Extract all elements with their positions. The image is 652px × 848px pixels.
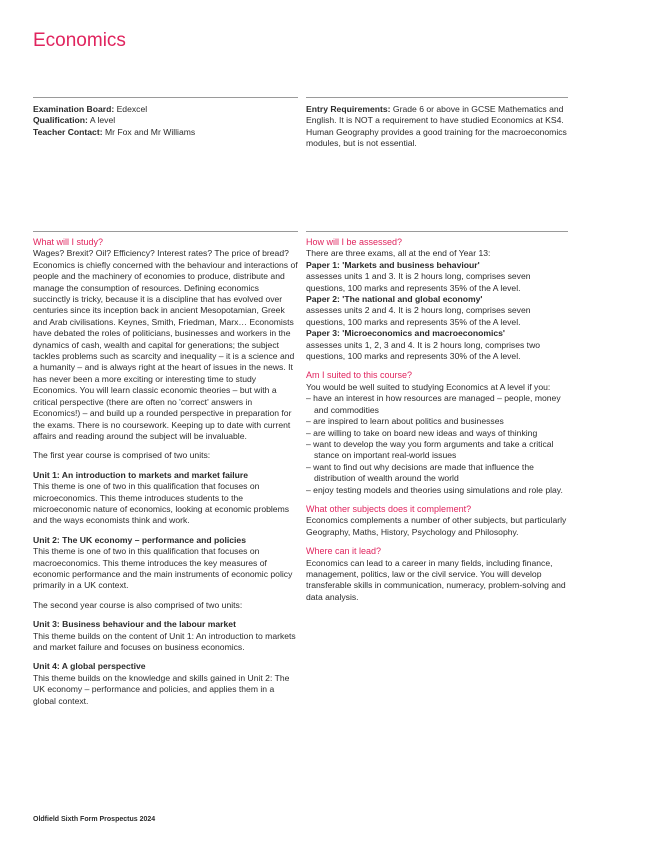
right-top-divider [306,97,568,98]
paper2-text: assesses units 2 and 4. It is 2 hours long, comprises seven questions, 100 marks and represents 35% of the A level. [306,305,531,327]
unit3-title: Unit 3: Business behaviour and the labour market [33,619,236,630]
paper1-title: Paper 1: 'Markets and business behaviour' [306,259,480,270]
teacher-contact-value: Mr Fox and Mr Williams [104,126,196,137]
paper3-text: assesses units 1, 2, 3 and 4. It is 2 hours long, comprises two questions, 100 marks and represents 30% of the A level. [306,339,541,362]
unit2-title: Unit 2: The UK economy – performance and policies [33,534,246,545]
qualification-value: A level [89,115,116,126]
list-item: – are inspired to learn about politics and businesses [306,416,504,427]
qualification-label: Qualification: [33,115,88,126]
complement-text: Economics complements a number of other subjects, but particularly Geography, Maths, History, Psychology and Philosophy. [306,515,567,537]
suited-list [306,393,568,496]
list-item: – enjoy testing models and theories using simulations and role play. [306,484,563,495]
assessment-heading: How will I be assessed? [306,237,403,247]
unit1-text: This theme is one of two in this qualification that focuses on microeconomics. This theme introduces students to the microeconomic nature of economics, looking at economic problems and the ways economists think and work. [33,481,290,526]
unit4-text: This theme builds on the knowledge and skills gained in Unit 2: The UK economy – performance and policies, and applies them in a global context. [33,672,290,706]
left-section-divider [33,231,298,232]
paper1-text: assesses units 1 and 3. It is 2 hours long, comprises seven questions, 100 marks and represents 35% of the A level. [306,271,531,293]
first-year-text: The first year course is comprised of two units: [33,450,211,461]
right-section-divider [306,231,568,232]
left-top-divider [33,97,298,98]
second-year-text: The second year course is also comprised of two units: [33,599,243,610]
unit4-title: Unit 4: A global perspective [33,661,146,672]
lead-text: Economics can lead to a career in many fields, including finance, management, politics, law or the civil service. You will develop transferable skills in communication, numeracy, problem-solving and data analysis. [306,557,566,602]
entry-requirements [306,104,568,150]
assessment-column [306,237,568,603]
list-item: – want to find out why decisions are made that influence the distribution of wealth around the world [306,461,534,484]
entry-requirements-label: Entry Requirements: [306,104,391,114]
unit2-text: This theme is one of two in this qualification that focuses on macroeconomics. This theme introduces the key measures of economic performance and the main instruments of economic policy primarily in a UK context. [33,546,293,591]
assessment-intro: There are three exams, all at the end of Year 13: [306,248,491,259]
paper3-title: Paper 3: 'Microeconomics and macroeconomics' [306,328,505,339]
unit1-title: Unit 1: An introduction to markets and market failure [33,469,249,480]
list-item: – have an interest in how resources are managed – people, money and commodities [306,393,561,415]
study-column [33,237,298,707]
page-title: Economics [33,30,126,51]
teacher-contact-label: Teacher Contact: [33,126,103,137]
suited-intro: You would be well suited to studying Economics at A level if you: [306,381,551,392]
entry-requirements-value: Grade 6 or above in GCSE Mathematics and English. It is NOT a requirement to have studied Economics at KS4. Human Geography provides a good training for the macroeconomics modules, but is not essential. [306,104,567,149]
exam-board-label: Examination Board: [33,104,115,114]
list-item: – want to develop the way you form arguments and take a critical stance on important real-world issues [306,438,554,461]
suited-heading: Am I suited to this course? [306,370,413,381]
study-intro: Wages? Brexit? Oil? Efficiency? Interest rates? The price of bread? Economics is chiefly concerned with the behaviour and interactions of people and the machinery of economies to produce, distribute and manage the consumption of resources. Defining economics succinctly is tricky, because it is a discipline that has evolved over centuries since its inception back in ancient Mesopotamian, Greek and Arab civilisations. Keynes, Smith, Friedman, Marx… Economists have debated the roles of politicians, businesses and workers in the dynamics of cash, wealth and capital for generations; the subject tackles problems such as scarcity and inequality – it is a science and a humanity – and is always right at the heart of issues in the news. It has never been a more exciting or interesting time to study Economics. You will learn classic economic theories – but with a critical perspective (there are often no 'correct' answers in Economics!) – and build up a rounded perspective in preparation for the exams. There is no coursework. Keeping up to date with current affairs and reading around the subject will be invaluable. [33,248,298,441]
unit3-text: This theme builds on the content of Unit 1: An introduction to markets and market failure and focuses on business economics. [33,630,296,652]
complement-heading: What other subjects does it complement? [306,503,472,514]
footer-text: Oldfield Sixth Form Prospectus 2024 [33,816,156,823]
list-item: – are willing to take on board new ideas and ways of thinking [306,427,538,438]
course-info [33,104,298,138]
study-heading: What will I study? [33,237,104,247]
paper2-title: Paper 2: 'The national and global economy' [306,294,483,305]
exam-board-value: Edexcel [116,104,148,114]
lead-heading: Where can it lead? [306,546,382,557]
